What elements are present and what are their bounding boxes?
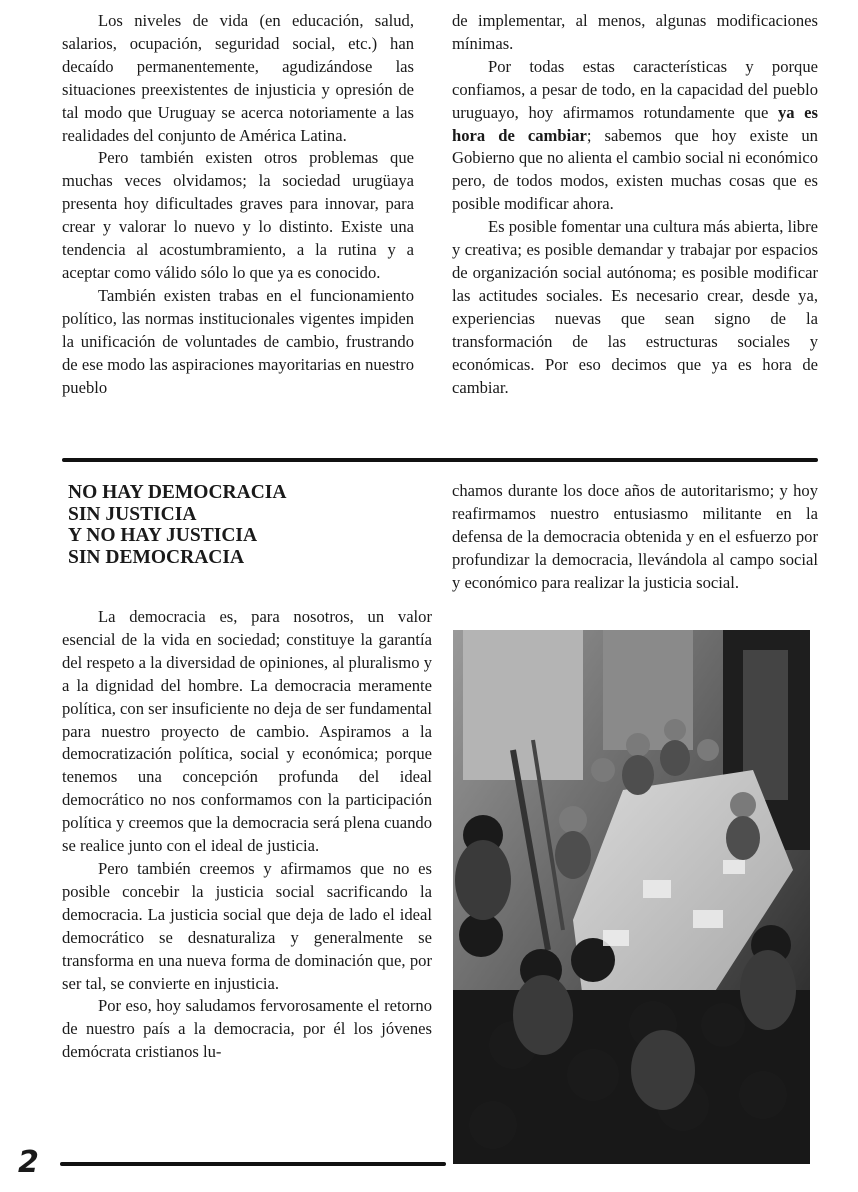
headline-line: Y NO HAY JUSTICIA: [68, 525, 258, 546]
section-divider: [62, 458, 818, 462]
paragraph: Pero también existen otros problemas que muchas veces olvidamos; la sociedad urugüaya presenta hoy dificultades graves para innovar, para crear y valorar lo nuevo y lo distinto. Existe una tendencia al acostumbramiento, a la rutina y a aceptar como válido sólo lo que ya es conocido.: [62, 148, 414, 282]
meeting-photo-illustration: [453, 630, 810, 1164]
paragraph: La democracia es, para nosotros, un valor esencial de la vida en sociedad; constituye la garantía del respeto a la diversidad de opiniones, al pluralismo y a la dignidad del hombre. La democracia meramente política, con ser insuficiente no deja de ser fundamental para nuestro proyecto de cambio. Aspiramos a la democratización política, social y económica; porque tenemos una concepción profunda del ideal democrático no nos conformamos con la participación política y creemos que la democracia será plena cuando se realice junto con el ideal de justicia.: [62, 607, 432, 856]
meeting-photo: [453, 630, 810, 1164]
paragraph-text: ; sabemos que hoy existe un Gobierno que no alienta el cambio social ni económico pero, de todos modos, existen muchas cosas que es posible modificar ahora.: [452, 125, 818, 214]
paragraph: Por eso, hoy saludamos fervorosamente el retorno de nuestro país a la democracia, por él los jóvenes demócrata cristianos lu-: [62, 996, 432, 1062]
headline-line: SIN JUSTICIA: [68, 503, 197, 525]
article-column-bottom-right: [452, 480, 818, 595]
paragraph-text: Por todas estas características y porque confiamos, a pesar de todo, en la capacidad del pueblo uruguayo, hoy afirmamos rotundamente que: [452, 56, 818, 122]
footer-rule: [60, 1162, 446, 1166]
article-column-bottom-left: [62, 606, 432, 1064]
paragraph: También existen trabas en el funcionamiento político, las normas institucionales vigentes impiden la unificación de voluntades de cambio, frustrando de ese modo las aspiraciones mayoritarias en nuestro pueblo: [62, 285, 414, 397]
emphasis-text: ya es hora de cambiar: [452, 102, 818, 145]
paragraph: chamos durante los doce años de autoritarismo; y hoy reafirmamos nuestro entusiasmo militante en la defensa de la democracia obtenida y en el esfuerzo por profundizar la democracia, llevándola al campo social y económico para realizar la justicia social.: [452, 481, 818, 592]
headline-line: NO HAY DEMOCRACIA: [68, 482, 287, 503]
paragraph: de implementar, al menos, algunas modificaciones mínimas.: [452, 11, 818, 53]
article-column-top-right: [452, 10, 818, 399]
page-number: 2: [18, 1145, 39, 1180]
article-column-top-left: [62, 10, 414, 399]
section-headline: [68, 482, 428, 568]
paragraph: Pero también creemos y afirmamos que no es posible concebir la justicia social sacrificando la democracia. La justicia social que deja de lado el ideal democrático se desnaturaliza y generalmente se transforma en una nueva forma de dominación que, por ser tal, se convierte en injusticia.: [62, 858, 432, 993]
paragraph: Es posible fomentar una cultura más abierta, libre y creativa; es posible demandar y trabajar por espacios de organización social autónoma; es posible modificar las actitudes sociales. Es necesario crear, desde ya, experiencias nuevas que sean signo de la transformación de las estructuras sociales y económicas. Por eso decimos que ya es hora de cambiar.: [452, 217, 818, 397]
paragraph: [452, 56, 818, 216]
headline-line: SIN DEMOCRACIA: [68, 546, 245, 568]
paragraph: Los niveles de vida (en educación, salud, salarios, ocupación, seguridad social, etc.) han decaído permanentemente, agudizándose las situaciones preexistentes de injusticia y opresión de tal modo que Uruguay se acerca notoriamente a las realidades del conjunto de América Latina.: [62, 11, 414, 145]
